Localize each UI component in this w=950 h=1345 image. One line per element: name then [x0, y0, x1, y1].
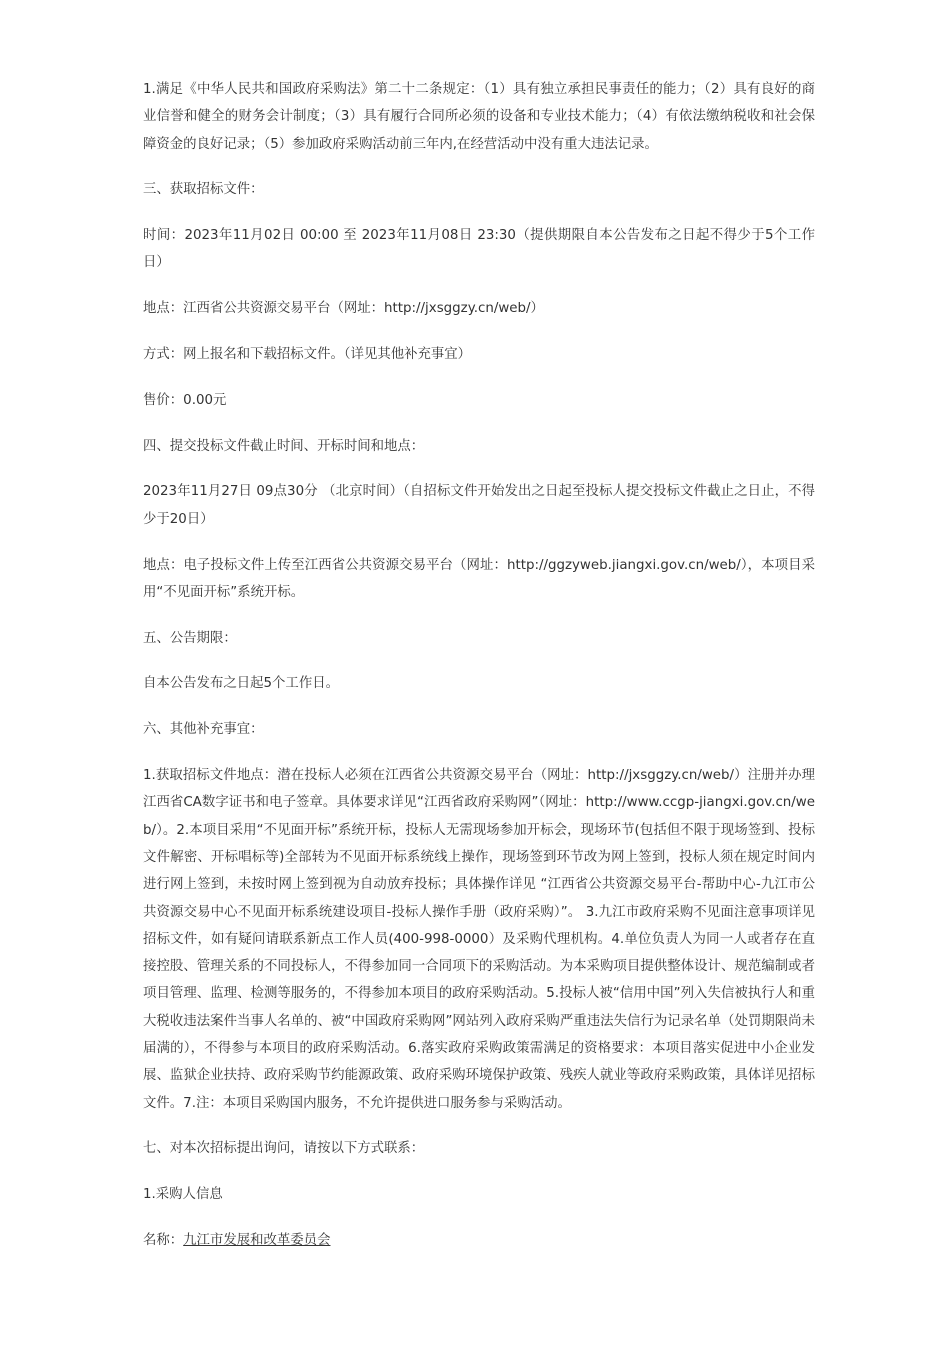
submission-deadline: 2023年11月27日 09点30分 （北京时间）（自招标文件开始发出之日起至投标人提交投标文件截止之日止，不得少于20日） — [143, 484, 815, 527]
buyer-name — [143, 1227, 815, 1254]
obtain-method: 方式：网上报名和下载招标文件。（详见其他补充事宜） — [143, 347, 472, 363]
buyer-name-link[interactable]: 九江市发展和改革委员会 — [183, 1233, 331, 1248]
buyer-info-heading: 1.采购人信息 — [143, 1187, 223, 1203]
document-price: 售价：0.00元 — [143, 392, 227, 408]
section-heading-other-matters: 六、其他补充事宜： — [143, 722, 264, 738]
section-heading-obtain-documents: 三、获取招标文件： — [143, 182, 264, 198]
announcement-period: 自本公告发布之日起5个工作日。 — [143, 676, 339, 692]
section-heading-announcement-period: 五、公告期限： — [143, 630, 237, 646]
document-page — [143, 76, 815, 1273]
other-matters-details: 1.获取招标文件地点：潜在投标人必须在江西省公共资源交易平台（网址：http://jxsggzy.cn/web/）注册并办理江西省CA数字证书和电子签章。具体要求详见“江西省政府采购网”（网址：http://www.ccgp-jiangxi.gov.cn/web/）。2.本项目采用“不见面开标”系统开标，投标人无需现场参加开标会，现场环节(包括但不限于现场签到、投标文件解密、开标唱标等)全部转为不见面开标系统线上操作，现场签到环节改为网上签到，投标人须在规定时间内进行网上签到，未按时网上签到视为自动放弃投标；具体操作详见 “江西省公共资源交易平台-帮助中心-九江市公共资源交易中心不见面开标系统建设项目-投标人操作手册（政府采购）”。 3.九江市政府采购不见面注意事项详见招标文件，如有疑问请联系新点工作人员(400-998-0000）及采购代理机构。4.单位负责人为同一人或者存在直接控股、管理关系的不同投标人，不得参加同一合同项下的采购活动。为本采购项目提供整体设计、规范编制或者项目管理、监理、检测等服务的，不得参加本项目的政府采购活动。5.投标人被“信用中国”列入失信被执行人和重大税收违法案件当事人名单的、被“中国政府采购网”网站列入政府采购严重违法失信行为记录名单（处罚期限尚未届满的），不得参与本项目的政府采购活动。6.落实政府采购政策需满足的资格要求：本项目落实促进中小企业发展、监狱企业扶持、政府采购节约能源政策、政府采购环境保护政策、残疾人就业等政府采购政策，具体详见招标文件。7.注：本项目采购国内服务，不允许提供进口服务参与采购活动。 — [143, 768, 815, 1111]
section-heading-submission-deadline: 四、提交投标文件截止时间、开标时间和地点： — [143, 438, 425, 454]
qualification-requirements: 1.满足《中华人民共和国政府采购法》第二十二条规定：（1）具有独立承担民事责任的能力；（2）具有良好的商业信誉和健全的财务会计制度；（3）具有履行合同所必须的设备和专业技术能力；（4）有依法缴纳税收和社会保障资金的良好记录；（5）参加政府采购活动前三年内,在经营活动中没有重大违法记录。 — [143, 82, 815, 152]
section-heading-contact: 七、对本次招标提出询问，请按以下方式联系： — [143, 1141, 425, 1157]
obtain-location: 地点：江西省公共资源交易平台（网址：http://jxsggzy.cn/web/） — [143, 301, 544, 317]
obtain-time: 时间：2023年11月02日 00:00 至 2023年11月08日 23:30（提供期限自本公告发布之日起不得少于5个工作日） — [143, 228, 815, 271]
submission-location: 地点：电子投标文件上传至江西省公共资源交易平台（网址：http://ggzyweb.jiangxi.gov.cn/web/），本项目采用“不见面开标”系统开标。 — [143, 557, 815, 600]
buyer-name-label: 名称： — [143, 1233, 184, 1248]
